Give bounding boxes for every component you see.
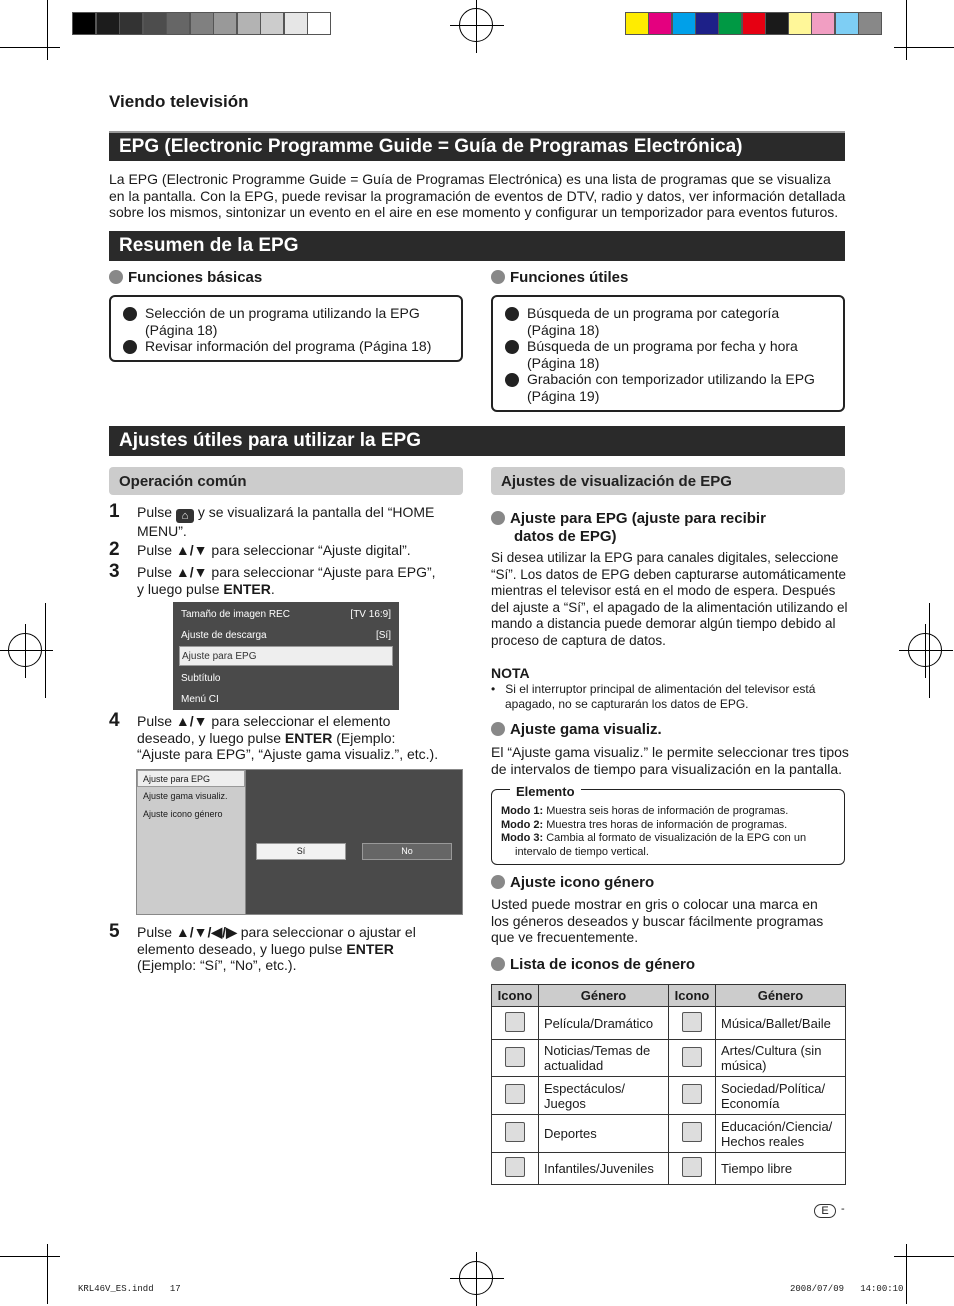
table-header-row xyxy=(492,985,846,1007)
step-text: Pulse ▲/▼ para seleccionar “Ajuste para EPG”, y luego pulse ENTER. xyxy=(137,564,436,597)
elemento-title: Elemento xyxy=(510,784,581,799)
table-row xyxy=(492,1040,846,1077)
basic-functions-heading: Funciones básicas xyxy=(109,269,262,286)
intro-paragraph: La EPG (Electronic Programme Guide = Guía de Programas Electrónica) es una lista de programas que se visualiza en la pantalla. Con la EPG, puede revisar la programación de eventos de DTV, radio y datos, ver información detallada sobre los mismos, sintonizar un evento en el aire en ese momento y configurar un temporizador para eventos futuros. xyxy=(109,171,846,220)
people-group-icon xyxy=(682,1084,702,1104)
crop-mark xyxy=(45,603,46,698)
list-item: Revisar información del programa (Página 18) xyxy=(145,338,432,354)
book-icon xyxy=(682,1047,702,1067)
color-swatch xyxy=(858,12,882,35)
genre-cell: Infantiles/Juveniles xyxy=(539,1153,669,1185)
column-header: Género xyxy=(716,985,846,1007)
registration-mark xyxy=(8,633,42,667)
section-heading: Viendo televisión xyxy=(109,92,249,111)
bullet-icon xyxy=(491,957,505,971)
step-text: Pulse ▲/▼/◀/▶ para seleccionar o ajustar el elemento deseado, y luego pulse ENTER (Ejemplo: “Sí”, “No”, etc.). xyxy=(137,924,416,973)
file-name: KRL46V_ES.indd 17 xyxy=(78,1284,181,1294)
bullet-icon xyxy=(491,875,505,889)
menu-row[interactable]: Tamaño de imagen REC [TV 16:9] xyxy=(181,608,391,620)
menu-screen-1 xyxy=(173,602,399,710)
list-item: Búsqueda de un programa por categoría (Página 18) xyxy=(527,305,780,338)
ajuste-epg-body: Si desea utilizar la EPG para canales digitales, seleccione “Sí”. Los datos de EPG deben capturarse automáticamente mientras el televisor está en el modo de espera. Después del ajuste a “Sí”, el apagado de la alimentación utilizando el mando a distancia puede demorar algún tiempo debido al proceso de captura de datos. xyxy=(491,550,848,648)
registration-mark xyxy=(908,633,942,667)
bullet-icon xyxy=(505,373,519,387)
gray-swatch xyxy=(307,12,331,35)
color-swatch xyxy=(811,12,835,35)
stage-show-icon xyxy=(505,1084,525,1104)
elemento-box xyxy=(491,784,845,865)
column-header: Icono xyxy=(492,985,539,1007)
icono-genero-body: Usted puede mostrar en gris o colocar una marca en los géneros deseados y buscar fácilmente programas que ve frecuentemente. xyxy=(491,896,824,945)
step-number: 5 xyxy=(109,921,120,942)
operacion-comun-heading: Operación común xyxy=(109,467,463,495)
bullet-icon xyxy=(491,270,505,284)
table-row xyxy=(492,1077,846,1115)
registration-mark xyxy=(459,1261,493,1295)
table-row xyxy=(492,1153,846,1185)
list-item: Búsqueda de un programa por fecha y hora (Página 18) xyxy=(527,338,798,371)
crop-mark xyxy=(0,47,60,48)
step-number: 1 xyxy=(109,501,120,522)
genre-cell: Deportes xyxy=(539,1115,669,1153)
color-swatch xyxy=(625,12,649,35)
genre-cell: Noticias/Temas de actualidad xyxy=(539,1040,669,1077)
genre-cell: Sociedad/Política/ Economía xyxy=(716,1077,846,1115)
table-row xyxy=(492,1007,846,1040)
crop-mark xyxy=(906,0,907,60)
gray-swatch xyxy=(96,12,120,35)
crop-mark xyxy=(47,0,48,60)
crop-mark xyxy=(894,47,954,48)
crop-mark xyxy=(929,603,930,698)
leisure-icon xyxy=(682,1157,702,1177)
visualizacion-heading: Ajustes de visualización de EPG xyxy=(491,467,845,495)
menu-row-selected[interactable]: Ajuste para EPG xyxy=(137,770,245,787)
arrow-keys-icon: ▲/▼/◀/▶ xyxy=(175,924,237,940)
ajuste-epg-heading: Ajuste para EPG (ajuste para recibir datos de EPG) xyxy=(491,510,766,546)
gray-swatch xyxy=(190,12,214,35)
useful-functions-box xyxy=(491,295,845,412)
column-header: Icono xyxy=(669,985,716,1007)
menu-left-panel xyxy=(137,770,246,914)
home-icon: ⌂ xyxy=(176,509,194,523)
color-swatch xyxy=(835,12,859,35)
icono-genero-heading: Ajuste icono género xyxy=(491,874,654,891)
color-swatch xyxy=(718,12,742,35)
menu-row[interactable]: Ajuste gama visualiz. xyxy=(143,791,228,801)
useful-functions-heading: Funciones útiles xyxy=(491,269,628,286)
menu-screen-2 xyxy=(136,769,463,915)
lista-iconos-heading: Lista de iconos de género xyxy=(491,956,695,973)
basic-functions-box xyxy=(109,295,463,362)
bullet-icon xyxy=(491,511,505,525)
children-icon xyxy=(505,1157,525,1177)
resumen-title: Resumen de la EPG xyxy=(109,231,845,261)
genre-cell: Educación/Ciencia/ Hechos reales xyxy=(716,1115,846,1153)
crop-mark xyxy=(0,1256,60,1257)
page-title: EPG (Electronic Programme Guide = Guía de Programas Electrónica) xyxy=(109,131,845,161)
language-badge: E xyxy=(814,1204,836,1218)
bullet-icon xyxy=(109,270,123,284)
crop-mark xyxy=(47,1244,48,1304)
step-text: Pulse ▲/▼ para seleccionar “Ajuste digital”. xyxy=(137,542,411,558)
up-down-arrow-icon: ▲/▼ xyxy=(175,564,208,580)
bullet-icon xyxy=(123,307,137,321)
color-swatch xyxy=(788,12,812,35)
gray-swatch xyxy=(72,12,96,35)
film-camera-icon xyxy=(505,1012,525,1032)
option-si-button[interactable]: Sí xyxy=(256,843,346,860)
step-text: Pulse ▲/▼ para seleccionar el elemento deseado, y luego pulse ENTER (Ejemplo: “Ajuste para EPG”, “Ajuste gama visualiz.”, etc.). xyxy=(137,713,439,762)
nota-body: • Si el interruptor principal de alimentación del televisor está apagado, no se capturarán los datos de EPG. xyxy=(491,682,816,711)
registration-mark xyxy=(459,8,493,42)
up-down-arrow-icon: ▲/▼ xyxy=(175,542,208,558)
gama-body: El “Ajuste gama visualiz.” le permite seleccionar tres tipos de intervalos de tiempo para visualización en la pantalla. xyxy=(491,744,849,777)
print-date: 2008/07/09 14:00:10 xyxy=(790,1284,904,1294)
gray-swatch xyxy=(260,12,284,35)
bullet-icon xyxy=(505,307,519,321)
color-swatch xyxy=(648,12,672,35)
ajustes-title: Ajustes útiles para utilizar la EPG xyxy=(109,426,845,456)
color-swatch xyxy=(695,12,719,35)
elemento-list: Modo 1: Muestra seis horas de información de programas. Modo 2: Muestra tres horas de información de programas. Modo 3: Cambia al formato de visualización de la EPG con un intervalo de tiempo vertical. xyxy=(501,805,807,858)
bullet-icon xyxy=(491,722,505,736)
bullet-icon xyxy=(505,340,519,354)
column-header: Género xyxy=(539,985,669,1007)
color-swatch xyxy=(765,12,789,35)
nota-heading: NOTA xyxy=(491,665,530,681)
option-no-button[interactable]: No xyxy=(362,843,452,860)
menu-row[interactable]: Subtítulo xyxy=(181,672,221,684)
genre-cell: Tiempo libre xyxy=(716,1153,846,1185)
menu-row[interactable]: Menú CI xyxy=(181,693,219,705)
color-swatch xyxy=(672,12,696,35)
step-text: Pulse ⌂ y se visualizará la pantalla del “HOME MENU”. xyxy=(137,504,435,539)
up-down-arrow-icon: ▲/▼ xyxy=(175,713,208,729)
table-row xyxy=(492,1115,846,1153)
menu-row[interactable]: Ajuste de descarga [Sí] xyxy=(181,629,391,641)
music-note-icon xyxy=(682,1012,702,1032)
gray-swatch xyxy=(284,12,308,35)
gray-swatch xyxy=(237,12,261,35)
gama-heading: Ajuste gama visualiz. xyxy=(491,721,662,738)
gray-swatch xyxy=(166,12,190,35)
genre-cell: Película/Dramático xyxy=(539,1007,669,1040)
menu-row-selected[interactable]: Ajuste para EPG xyxy=(179,646,393,666)
genre-cell: Música/Ballet/Baile xyxy=(716,1007,846,1040)
page-dash: - xyxy=(841,1203,845,1215)
crop-mark xyxy=(906,1244,907,1304)
gray-swatch xyxy=(143,12,167,35)
step-number: 3 xyxy=(109,561,120,582)
color-swatch xyxy=(742,12,766,35)
bullet-icon xyxy=(123,340,137,354)
gray-swatch xyxy=(213,12,237,35)
list-item: Selección de un programa utilizando la EPG (Página 18) xyxy=(145,305,420,338)
step-number: 4 xyxy=(109,710,120,731)
sports-player-icon xyxy=(505,1122,525,1142)
list-item: Grabación con temporizador utilizando la EPG (Página 19) xyxy=(527,371,815,404)
crop-mark xyxy=(894,1256,954,1257)
genre-cell: Artes/Cultura (sin música) xyxy=(716,1040,846,1077)
genre-cell: Espectáculos/ Juegos xyxy=(539,1077,669,1115)
genre-table xyxy=(491,984,846,1185)
news-anchor-icon xyxy=(505,1047,525,1067)
menu-row[interactable]: Ajuste icono género xyxy=(143,809,223,819)
teacher-board-icon xyxy=(682,1122,702,1142)
step-number: 2 xyxy=(109,539,120,560)
gray-swatch xyxy=(119,12,143,35)
